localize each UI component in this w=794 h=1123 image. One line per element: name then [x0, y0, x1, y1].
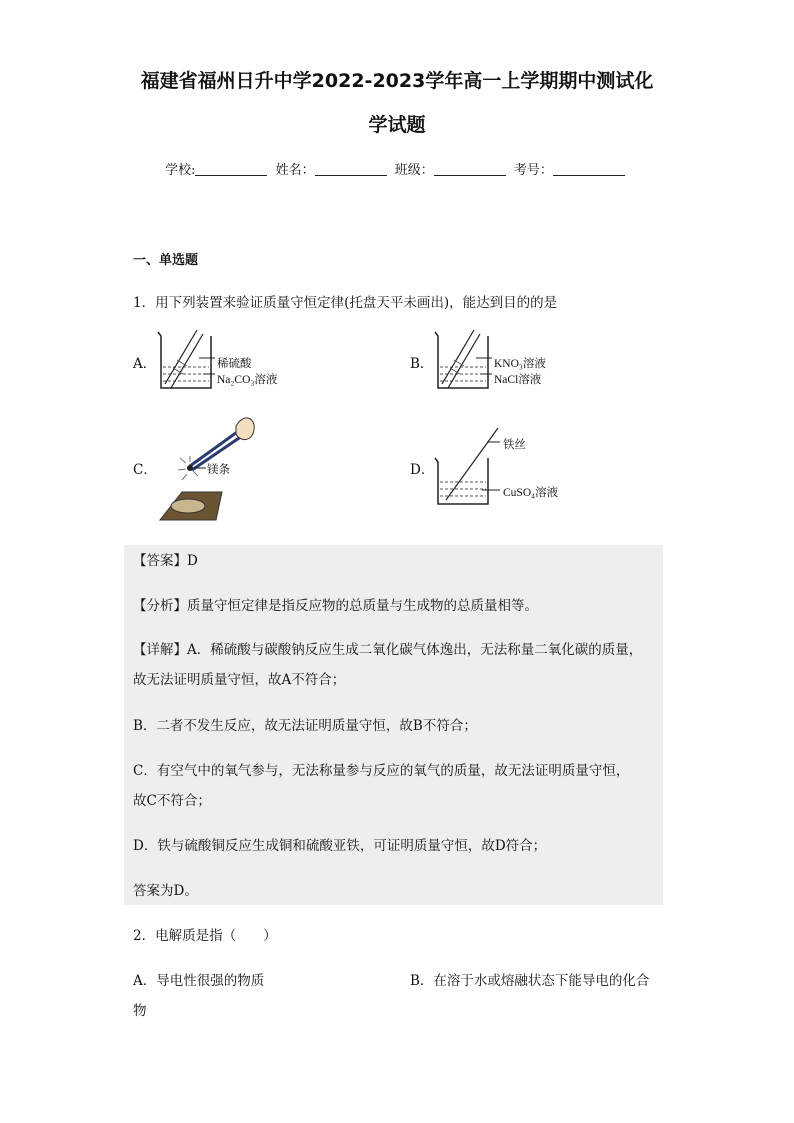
q1-a-label-acid: 稀硫酸 [217, 358, 252, 370]
q1-detail-c-line1: C．有空气中的氧气参与，无法称量参与反应的氧气的质量，故无法证明质量守恒， [133, 763, 630, 779]
name-label: 姓名： [275, 163, 315, 178]
q1-d-label-wire: 铁丝 [503, 439, 526, 451]
q1-option-c-letter: C． [133, 462, 157, 478]
beaker-a-figure [155, 330, 215, 394]
q1-option-a-letter: A． [133, 356, 157, 372]
q2-option-b: B．在溶于水或熔融状态下能导电的化合 [410, 973, 650, 989]
exam-no-label: 考号： [513, 163, 553, 178]
q1-conclusion: 答案为D。 [133, 883, 198, 899]
school-label: 学校: [165, 163, 196, 178]
class-blank[interactable] [434, 163, 506, 176]
q1-c-label-mg: 镁条 [207, 464, 230, 476]
school-blank[interactable] [195, 163, 267, 176]
tilted-test-tube-a [165, 330, 203, 388]
q1-option-d-letter: D． [410, 462, 435, 478]
q1-detail-b: B．二者不发生反应，故无法证明质量守恒，故B不符合； [133, 718, 477, 734]
doc-title-line1: 福建省福州日升中学2022-2023学年高一上学期期中测试化 [140, 70, 654, 92]
q1-b-label-kno3: KNO₃溶液 [494, 358, 546, 370]
question-2-stem: 2．电解质是指（ ） [133, 928, 277, 944]
q1-detail-d: D．铁与硫酸铜反应生成铜和硫酸亚铁，可证明质量守恒，故D符合； [133, 838, 547, 854]
q1-analysis: 【分析】质量守恒定律是指反应物的总质量与生成物的总质量相等。 [133, 598, 538, 614]
tilted-test-tube-b [442, 330, 480, 388]
q2-option-a: A．导电性很强的物质 [133, 973, 265, 989]
q1-option-b-letter: B． [410, 356, 434, 372]
q1-detail-a-line1: 【详解】A．稀硫酸与碳酸钠反应生成二氧化碳气体逸出，无法称量二氧化碳的质量， [133, 642, 643, 658]
q1-d-label-cuso4: CuSO₄溶液 [503, 487, 559, 499]
q1-a-label-solution: Na₂CO₃溶液 [217, 374, 278, 386]
beaker-b-figure [432, 330, 492, 394]
student-info [0, 159, 794, 178]
q1-detail-c-line2: 故C不符合； [133, 793, 211, 809]
q1-answer: 【答案】D [133, 553, 198, 569]
beaker-d-figure [432, 428, 512, 508]
q1-b-label-nacl: NaCl溶液 [494, 374, 542, 386]
q1-detail-a-line2: 故无法证明质量守恒，故A不符合； [133, 672, 346, 688]
exam-no-blank[interactable] [553, 163, 625, 176]
name-blank[interactable] [315, 163, 387, 176]
doc-title-line2: 学试题 [368, 114, 426, 136]
section-heading: 一、单选题 [133, 253, 199, 268]
question-1-stem: 1．用下列装置来验证质量守恒定律(托盘天平未画出)，能达到目的的是 [133, 295, 558, 311]
class-label: 班级： [394, 163, 434, 178]
q2-option-b-continued: 物 [133, 1003, 147, 1019]
